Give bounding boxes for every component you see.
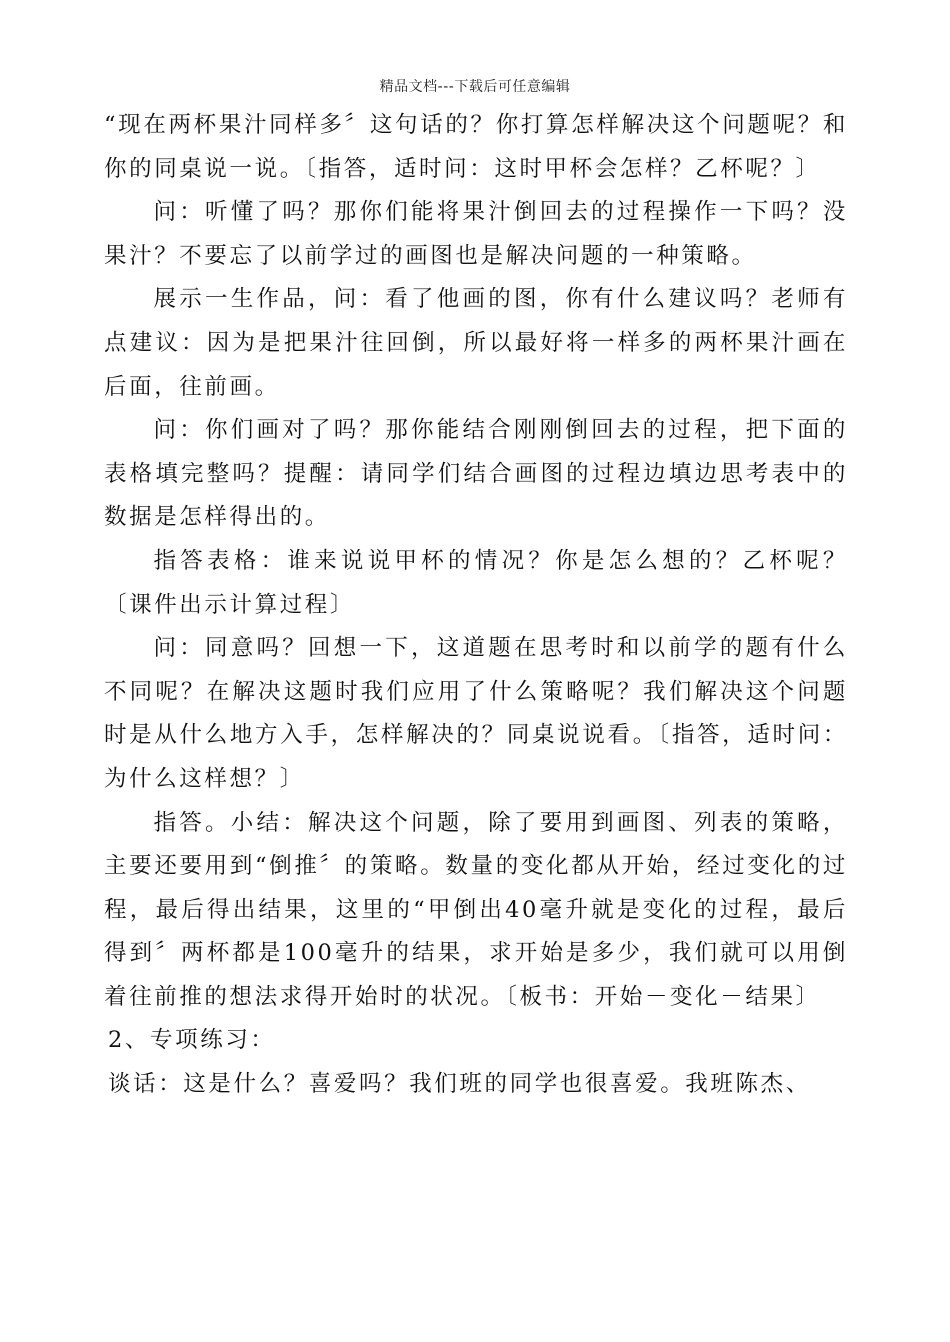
paragraph-1: “现在两杯果汁同样多〞这句话的？你打算怎样解决这个问题呢？和你的同桌说一说。〔指答，适时问：这时甲杯会怎样？乙杯呢？〕 (104, 112, 848, 182)
paragraph-6: 问：同意吗？回想一下，这道题在思考时和以前学的题有什么不同呢？在解决这题时我们应用了什么策略呢？我们解决这个问题时是从什么地方入手，怎样解决的？同桌说说看。〔指答，适时问：为什么这样想？〕 (104, 635, 848, 792)
paragraph-7: 指答。小结：解决这个问题，除了要用到画图、列表的策略，主要还要用到“倒推〞的策略。数量的变化都从开始，经过变化的过程，最后得出结果，这里的“甲倒出40毫升就是变化的过程，最后得到〞两杯都是100毫升的结果，求开始是多少，我们就可以用倒着往前推的想法求得开始时的状况。〔板书：开始－变化－结果〕 (104, 809, 848, 1010)
paragraph-4: 问：你们画对了吗？那你能结合刚刚倒回去的过程，把下面的表格填完整吗？提醒：请同学们结合画图的过程边填边思考表中的数据是怎样得出的。 (104, 417, 848, 531)
section-paragraph: 谈话：这是什么？喜爱吗？我们班的同学也很喜爱。我班陈杰、 (108, 1071, 811, 1098)
paragraph-3: 展示一生作品，问：看了他画的图，你有什么建议吗？老师有点建议：因为是把果汁往回倒，所以最好将一样多的两杯果汁画在后面，往前画。 (104, 286, 848, 400)
page-header: 精品文档---下载后可任意编辑 (379, 79, 571, 95)
document-body (104, 104, 848, 1107)
paragraph-2: 问：听懂了吗？那你们能将果汁倒回去的过程操作一下吗？没果汁？不要忘了以前学过的画图也是解决问题的一种策略。 (104, 199, 848, 269)
section-title: 2、专项练习： (108, 1027, 276, 1054)
paragraph-5: 指答表格：谁来说说甲杯的情况？你是怎么想的？乙杯呢？〔课件出示计算过程〕 (104, 547, 848, 618)
